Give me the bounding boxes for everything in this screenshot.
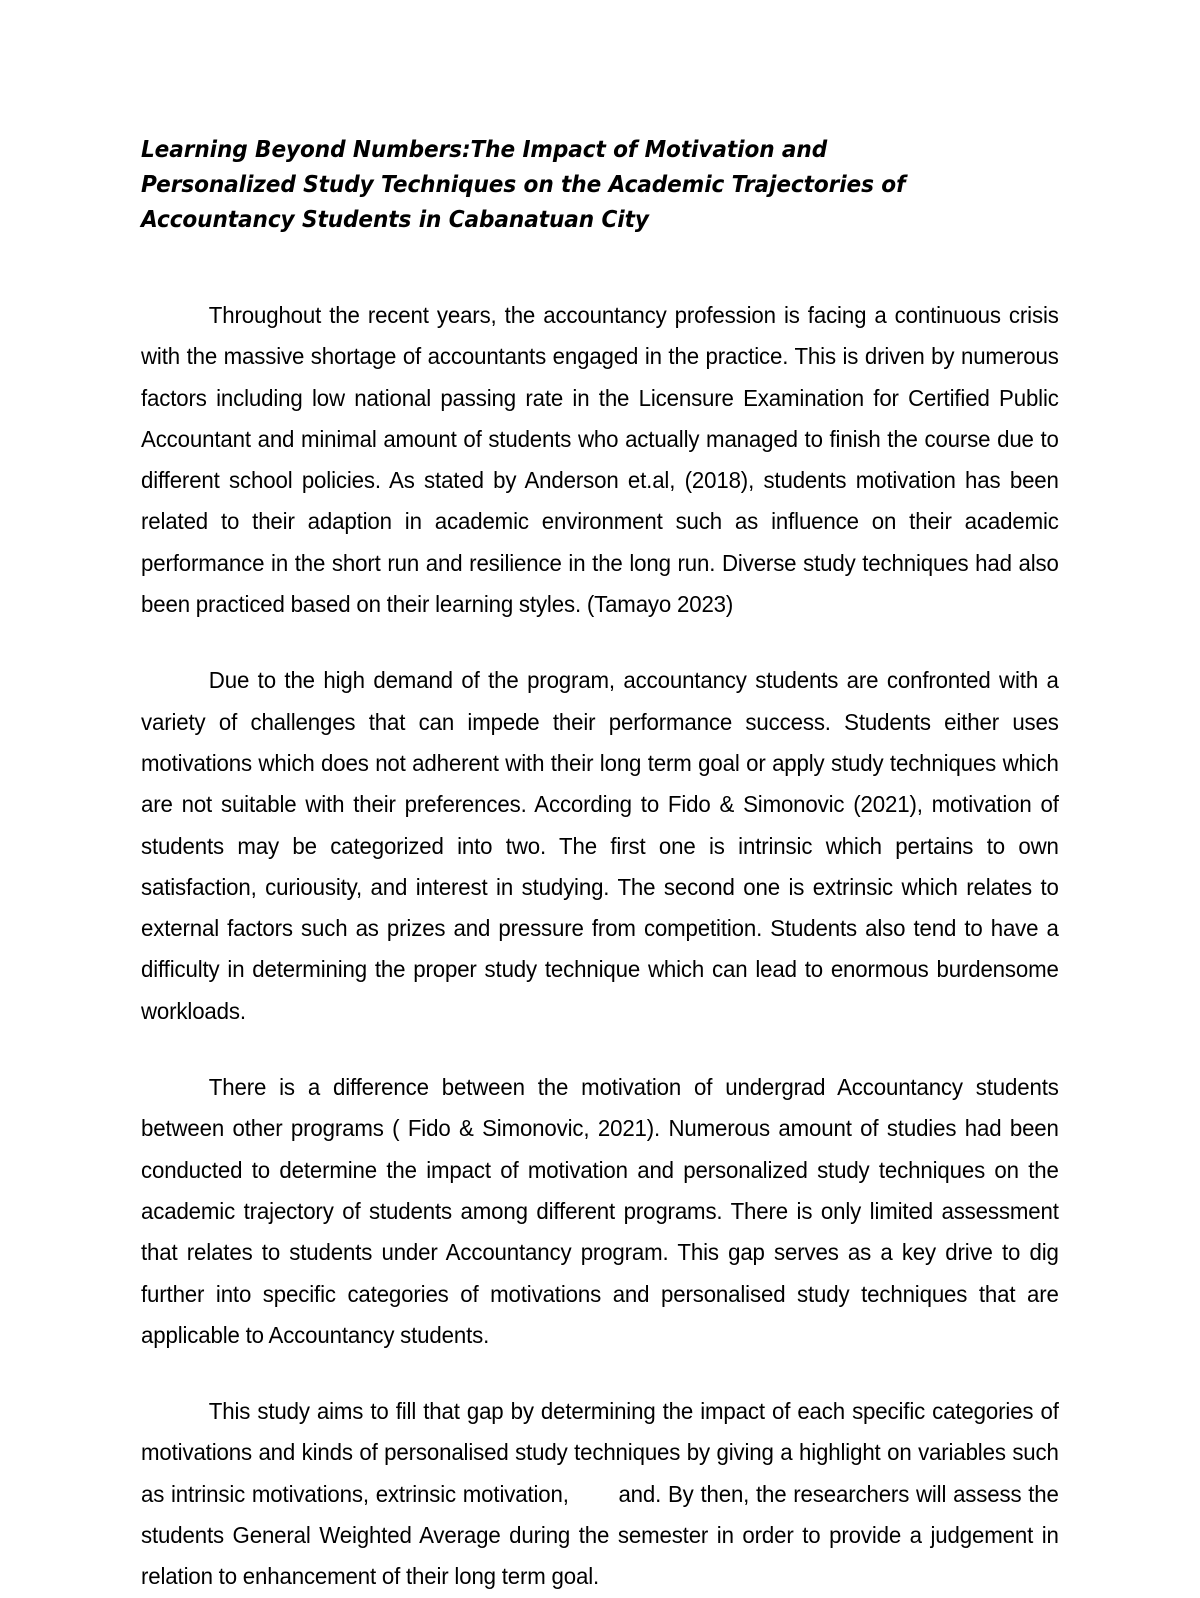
page-title: Learning Beyond Numbers:The Impact of Motivation and Personalized Study Techniques on the Academic Trajectories of Accountancy Students in Cabanatuan City bbox=[141, 135, 906, 233]
paragraph-4-text-before-gap: This study aims to fill that gap by determining the impact of each specific categories of motivations and kinds of personalised study techniques by giving a highlight on variables such as intrinsic motivations, extrinsic motivation, bbox=[141, 1398, 1059, 1507]
paragraph-4-text-after-gap: and. By then, the researchers will assess the students General Weighted Average during the semester in order to provide a judgement in relation to enhancement of their long term goal. bbox=[141, 1480, 1059, 1590]
document-body bbox=[141, 295, 1059, 1598]
paragraph-4 bbox=[141, 1391, 1059, 1597]
paragraph-3: There is a difference between the motivation of undergrad Accountancy students between other programs ( Fido & Simonovic, 2021). Numerous amount of studies had been conducted to determine the impact of motivation and personalized study techniques on the academic trajectory of students among different programs. There is only limited assessment that relates to students under Accountancy program. This gap serves as a key drive to dig further into specific categories of motivations and personalised study techniques that are applicable to Accountancy students. bbox=[141, 1074, 1059, 1348]
paragraph-1: Throughout the recent years, the accountancy profession is facing a continuous crisis with the massive shortage of accountants engaged in the practice. This is driven by numerous factors including low national passing rate in the Licensure Examination for Certified Public Accountant and minimal amount of students who actually managed to finish the course due to different school policies. As stated by Anderson et.al, (2018), students motivation has been related to their adaption in academic environment such as influence on their academic performance in the short run and resilience in the long run. Diverse study techniques had also been practiced based on their learning styles. (Tamayo 2023) bbox=[141, 302, 1059, 618]
paragraph-2: Due to the high demand of the program, accountancy students are confronted with a variety of challenges that can impede their performance success. Students either uses motivations which does not adherent with their long term goal or apply study techniques which are not suitable with their preferences. According to Fido & Simonovic (2021), motivation of students may be categorized into two. The first one is intrinsic which pertains to own satisfaction, curiousity, and interest in studying. The second one is extrinsic which relates to external factors such as prizes and pressure from competition. Students also tend to have a difficulty in determining the proper study technique which can lead to enormous burdensome workloads. bbox=[141, 667, 1059, 1024]
document-content bbox=[141, 132, 1059, 1598]
